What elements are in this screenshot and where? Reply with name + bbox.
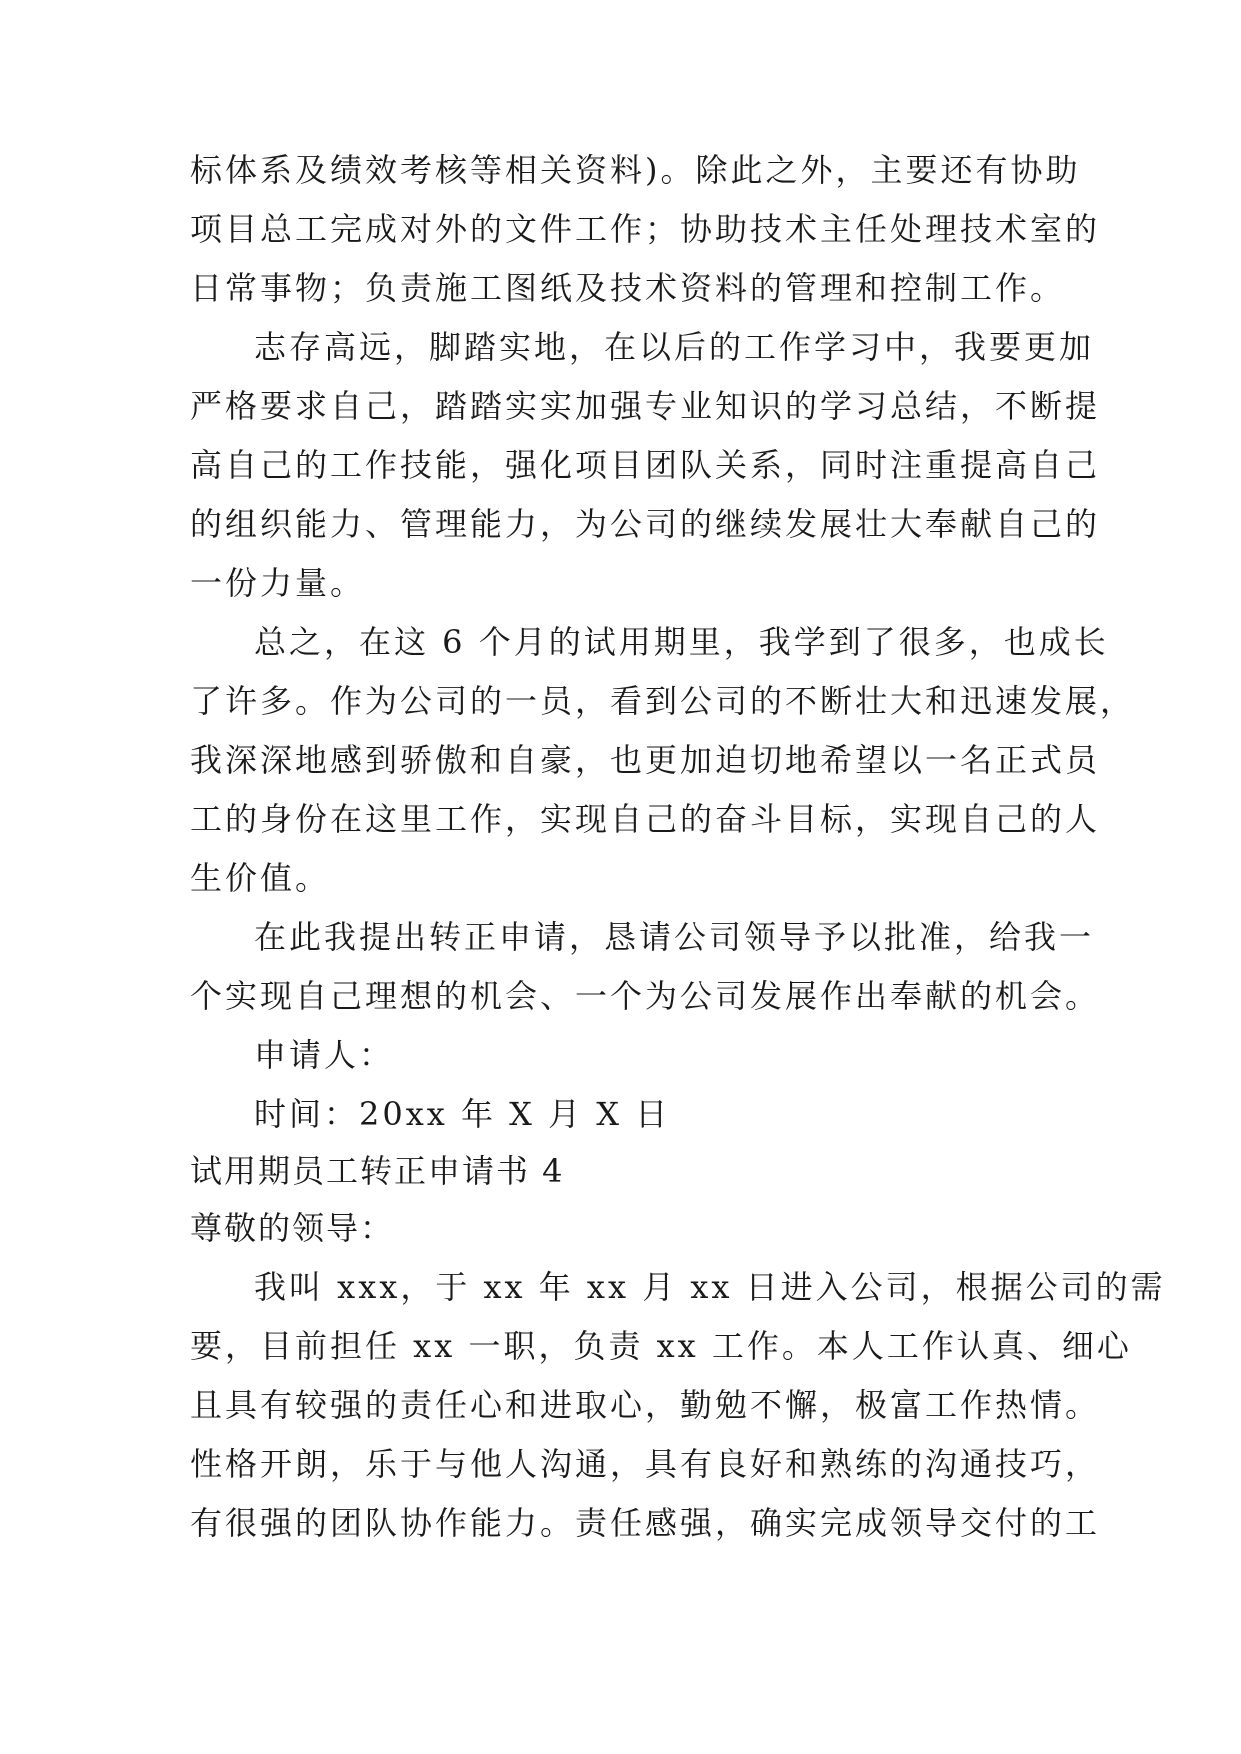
paragraph-start: 在此我提出转正申请，恳请公司领导予以批准，给我一 bbox=[254, 918, 1095, 956]
applicant-line: 申请人： bbox=[254, 1036, 395, 1074]
paragraph-start: 总之，在这 6 个月的试用期里，我学到了很多，也成长 bbox=[254, 623, 1109, 661]
paragraph-start: 志存高远，脚踏实地，在以后的工作学习中，我要更加 bbox=[254, 328, 1095, 366]
text-line: 日常事物；负责施工图纸及技术资料的管理和控制工作。 bbox=[190, 269, 1066, 307]
text-line: 生价值。 bbox=[190, 859, 331, 897]
text-line: 的组织能力、管理能力，为公司的继续发展壮大奉献自己的 bbox=[190, 505, 1101, 543]
section-title: 试用期员工转正申请书 4 bbox=[190, 1152, 565, 1190]
text-line: 工的身份在这里工作，实现自己的奋斗目标，实现自己的人 bbox=[190, 800, 1101, 838]
text-line: 标体系及绩效考核等相关资料)。除此之外，主要还有协助 bbox=[190, 151, 1081, 189]
text-line: 项目总工完成对外的文件工作；协助技术主任处理技术室的 bbox=[190, 210, 1101, 248]
text-line: 高自己的工作技能，强化项目团队关系，同时注重提高自己 bbox=[190, 446, 1101, 484]
text-line: 性格开朗，乐于与他人沟通，具有良好和熟练的沟通技巧， bbox=[190, 1445, 1101, 1483]
text-line: 了许多。作为公司的一员，看到公司的不断壮大和迅速发展， bbox=[190, 682, 1136, 720]
text-line: 个实现自己理想的机会、一个为公司发展作出奉献的机会。 bbox=[190, 977, 1101, 1015]
text-line: 我深深地感到骄傲和自豪，也更加迫切地希望以一名正式员 bbox=[190, 741, 1101, 779]
salutation: 尊敬的领导： bbox=[190, 1209, 395, 1247]
text-line: 有很强的团队协作能力。责任感强，确实完成领导交付的工 bbox=[190, 1504, 1101, 1542]
paragraph-start: 我叫 xxx，于 xx 年 xx 月 xx 日进入公司，根据公司的需 bbox=[254, 1268, 1166, 1306]
text-line: 且具有较强的责任心和进取心，勤勉不懈，极富工作热情。 bbox=[190, 1386, 1101, 1424]
date-line: 时间：20xx 年 X 月 X 日 bbox=[254, 1095, 671, 1133]
text-line: 要，目前担任 xx 一职，负责 xx 工作。本人工作认真、细心 bbox=[190, 1327, 1132, 1365]
text-line: 一份力量。 bbox=[190, 564, 366, 602]
text-line: 严格要求自己，踏踏实实加强专业知识的学习总结，不断提 bbox=[190, 387, 1101, 425]
